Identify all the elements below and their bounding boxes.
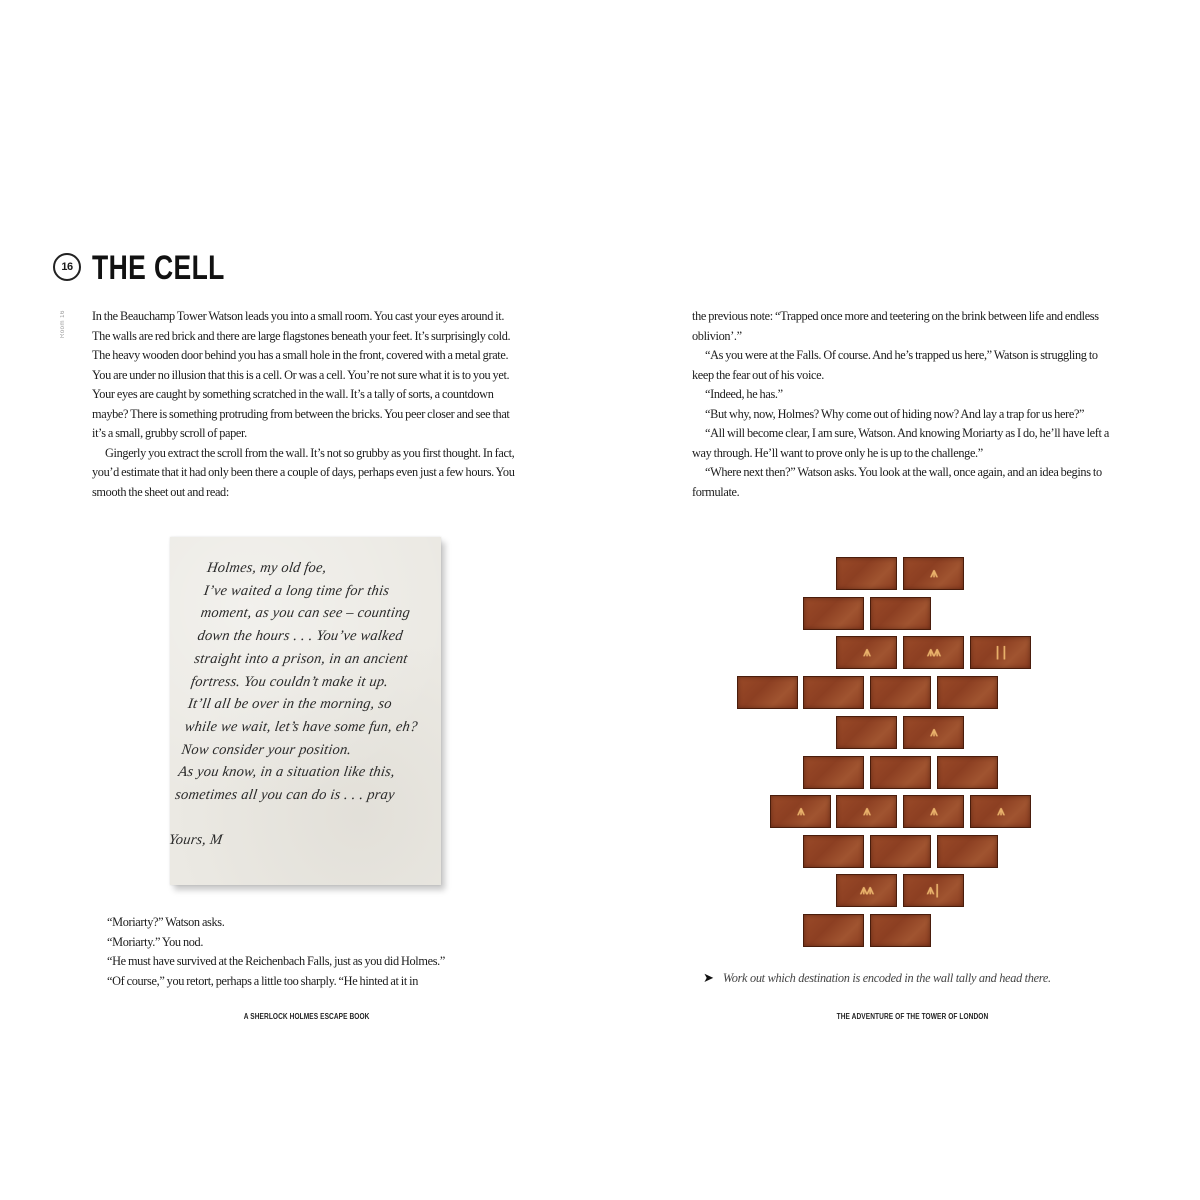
tally-marks: ⩚ bbox=[797, 804, 804, 819]
dialogue-line: “Of course,” you retort, perhaps a little too sharply. “He hinted at it in bbox=[107, 973, 419, 988]
tally-marks: ⩚ bbox=[930, 566, 937, 581]
paragraph: “Where next then?” Watson asks. You look at the wall, once again, and an idea begins to formulate. bbox=[692, 465, 1102, 499]
tally-marks: ⩚⩚ bbox=[927, 645, 940, 660]
handwritten-note bbox=[167, 537, 441, 885]
note-text bbox=[167, 557, 453, 851]
intro-paragraph: In the Beauchamp Tower Watson leads you into a small room. You cast your eyes around it. The walls are red brick and there are large flagstones beneath your feet. It’s surprisingly cold. The heavy wooden door behind you has a small hole in the front, covered with a metal grate. You are under no illusion that this is a cell. Or was a cell. You’re not sure what it is to you yet. Your eyes are caught by something scratched in the wall. It’s a tally of sorts, a countdown maybe? There is something protruding from between the bricks. You peer closer and see that it’s a small, grubby scroll of paper. bbox=[92, 309, 511, 440]
intro-paragraph: Gingerly you extract the scroll from the wall. It’s not so grubby as you first thought. In fact, you’d estimate that it had only been there a couple of days, perhaps even just a few hours. You smooth the sheet out and read: bbox=[92, 445, 515, 499]
continued-text bbox=[692, 307, 1117, 502]
brick-with-tally bbox=[903, 716, 964, 749]
brick bbox=[870, 676, 931, 709]
note-line: fortress. You couldn’t make it up. bbox=[190, 673, 390, 690]
brick bbox=[803, 756, 864, 789]
note-line: It’ll all be over in the morning, so bbox=[186, 696, 393, 713]
brick-with-tally bbox=[836, 795, 897, 828]
note-line: I’ve waited a long time for this bbox=[202, 582, 391, 599]
note-line: As you know, in a situation like this, bbox=[177, 764, 396, 781]
tally-marks: ⩚| bbox=[926, 883, 941, 898]
brick bbox=[836, 716, 897, 749]
paragraph: “All will become clear, I am sure, Watson. And knowing Moriarty as I do, he’ll have left a way through. He’ll want to prove only he is up to the challenge.” bbox=[692, 426, 1109, 460]
brick-with-tally bbox=[903, 795, 964, 828]
brick-with-tally bbox=[970, 795, 1031, 828]
note-line: while we wait, let’s have some fun, eh? bbox=[183, 718, 419, 735]
brick-with-tally bbox=[836, 636, 897, 669]
instruction-text: Work out which destination is encoded in the wall tally and head there. bbox=[722, 971, 1051, 985]
tally-marks: ⩚ bbox=[863, 645, 870, 660]
brick-with-tally bbox=[903, 557, 964, 590]
tally-marks: ⩚⩚ bbox=[860, 883, 873, 898]
brick bbox=[803, 835, 864, 868]
paragraph: “As you were at the Falls. Of course. And he’s trapped us here,” Watson is struggling to keep the fear out of his voice. bbox=[692, 348, 1098, 382]
dialogue-line: “He must have survived at the Reichenbach Falls, just as you did Holmes.” bbox=[107, 954, 445, 968]
tally-marks: ⩚ bbox=[863, 804, 870, 819]
tally-marks: || bbox=[993, 645, 1008, 660]
note-line: Holmes, my old foe, bbox=[206, 560, 328, 576]
puzzle-instruction bbox=[703, 971, 1123, 986]
note-line: moment, as you can see – counting bbox=[199, 605, 412, 622]
tally-marks: ⩚ bbox=[997, 804, 1004, 819]
side-label: Room 16 bbox=[60, 310, 66, 338]
page-footer-right: THE ADVENTURE OF THE TOWER OF LONDON bbox=[836, 1012, 989, 1021]
chapter-title: THE CELL bbox=[92, 249, 225, 287]
brick-with-tally bbox=[970, 636, 1031, 669]
dialogue-line: “Moriarty.” You nod. bbox=[107, 934, 204, 949]
note-line: straight into a prison, in an ancient bbox=[193, 650, 409, 667]
brick bbox=[870, 597, 931, 630]
paragraph: the previous note: “Trapped once more and teetering on the brink between life and endless oblivion’.” bbox=[692, 309, 1099, 343]
chapter-number-badge bbox=[53, 253, 81, 281]
tally-marks: ⩚ bbox=[930, 725, 937, 740]
brick bbox=[937, 835, 998, 868]
intro-text bbox=[92, 307, 516, 502]
brick-with-tally bbox=[770, 795, 831, 828]
tally-marks: ⩚ bbox=[930, 804, 937, 819]
chapter-number: 16 bbox=[61, 261, 73, 273]
brick-with-tally bbox=[836, 874, 897, 907]
brick bbox=[803, 676, 864, 709]
brick bbox=[870, 756, 931, 789]
brick bbox=[803, 914, 864, 947]
brick bbox=[836, 557, 897, 590]
page-footer-left: A SHERLOCK HOLMES ESCAPE BOOK bbox=[243, 1012, 370, 1021]
dialogue-line: “Moriarty?” Watson asks. bbox=[107, 915, 225, 929]
note-line: Now consider your position. bbox=[180, 741, 353, 758]
brick bbox=[870, 914, 931, 947]
paragraph: “But why, now, Holmes? Why come out of hiding now? And lay a trap for us here?” bbox=[705, 406, 1085, 421]
brick bbox=[937, 676, 998, 709]
note-line: down the hours . . . You’ve walked bbox=[196, 628, 404, 645]
arrow-right-icon: ➤ bbox=[703, 971, 714, 986]
brick bbox=[803, 597, 864, 630]
dialogue-text bbox=[107, 913, 517, 991]
brick bbox=[870, 835, 931, 868]
brick bbox=[737, 676, 798, 709]
brick-with-tally bbox=[903, 636, 964, 669]
note-signature: Yours, M bbox=[167, 831, 224, 848]
brick bbox=[937, 756, 998, 789]
brick-with-tally bbox=[903, 874, 964, 907]
paragraph: “Indeed, he has.” bbox=[705, 387, 783, 401]
note-line: sometimes all you can do is . . . pray bbox=[174, 787, 396, 804]
